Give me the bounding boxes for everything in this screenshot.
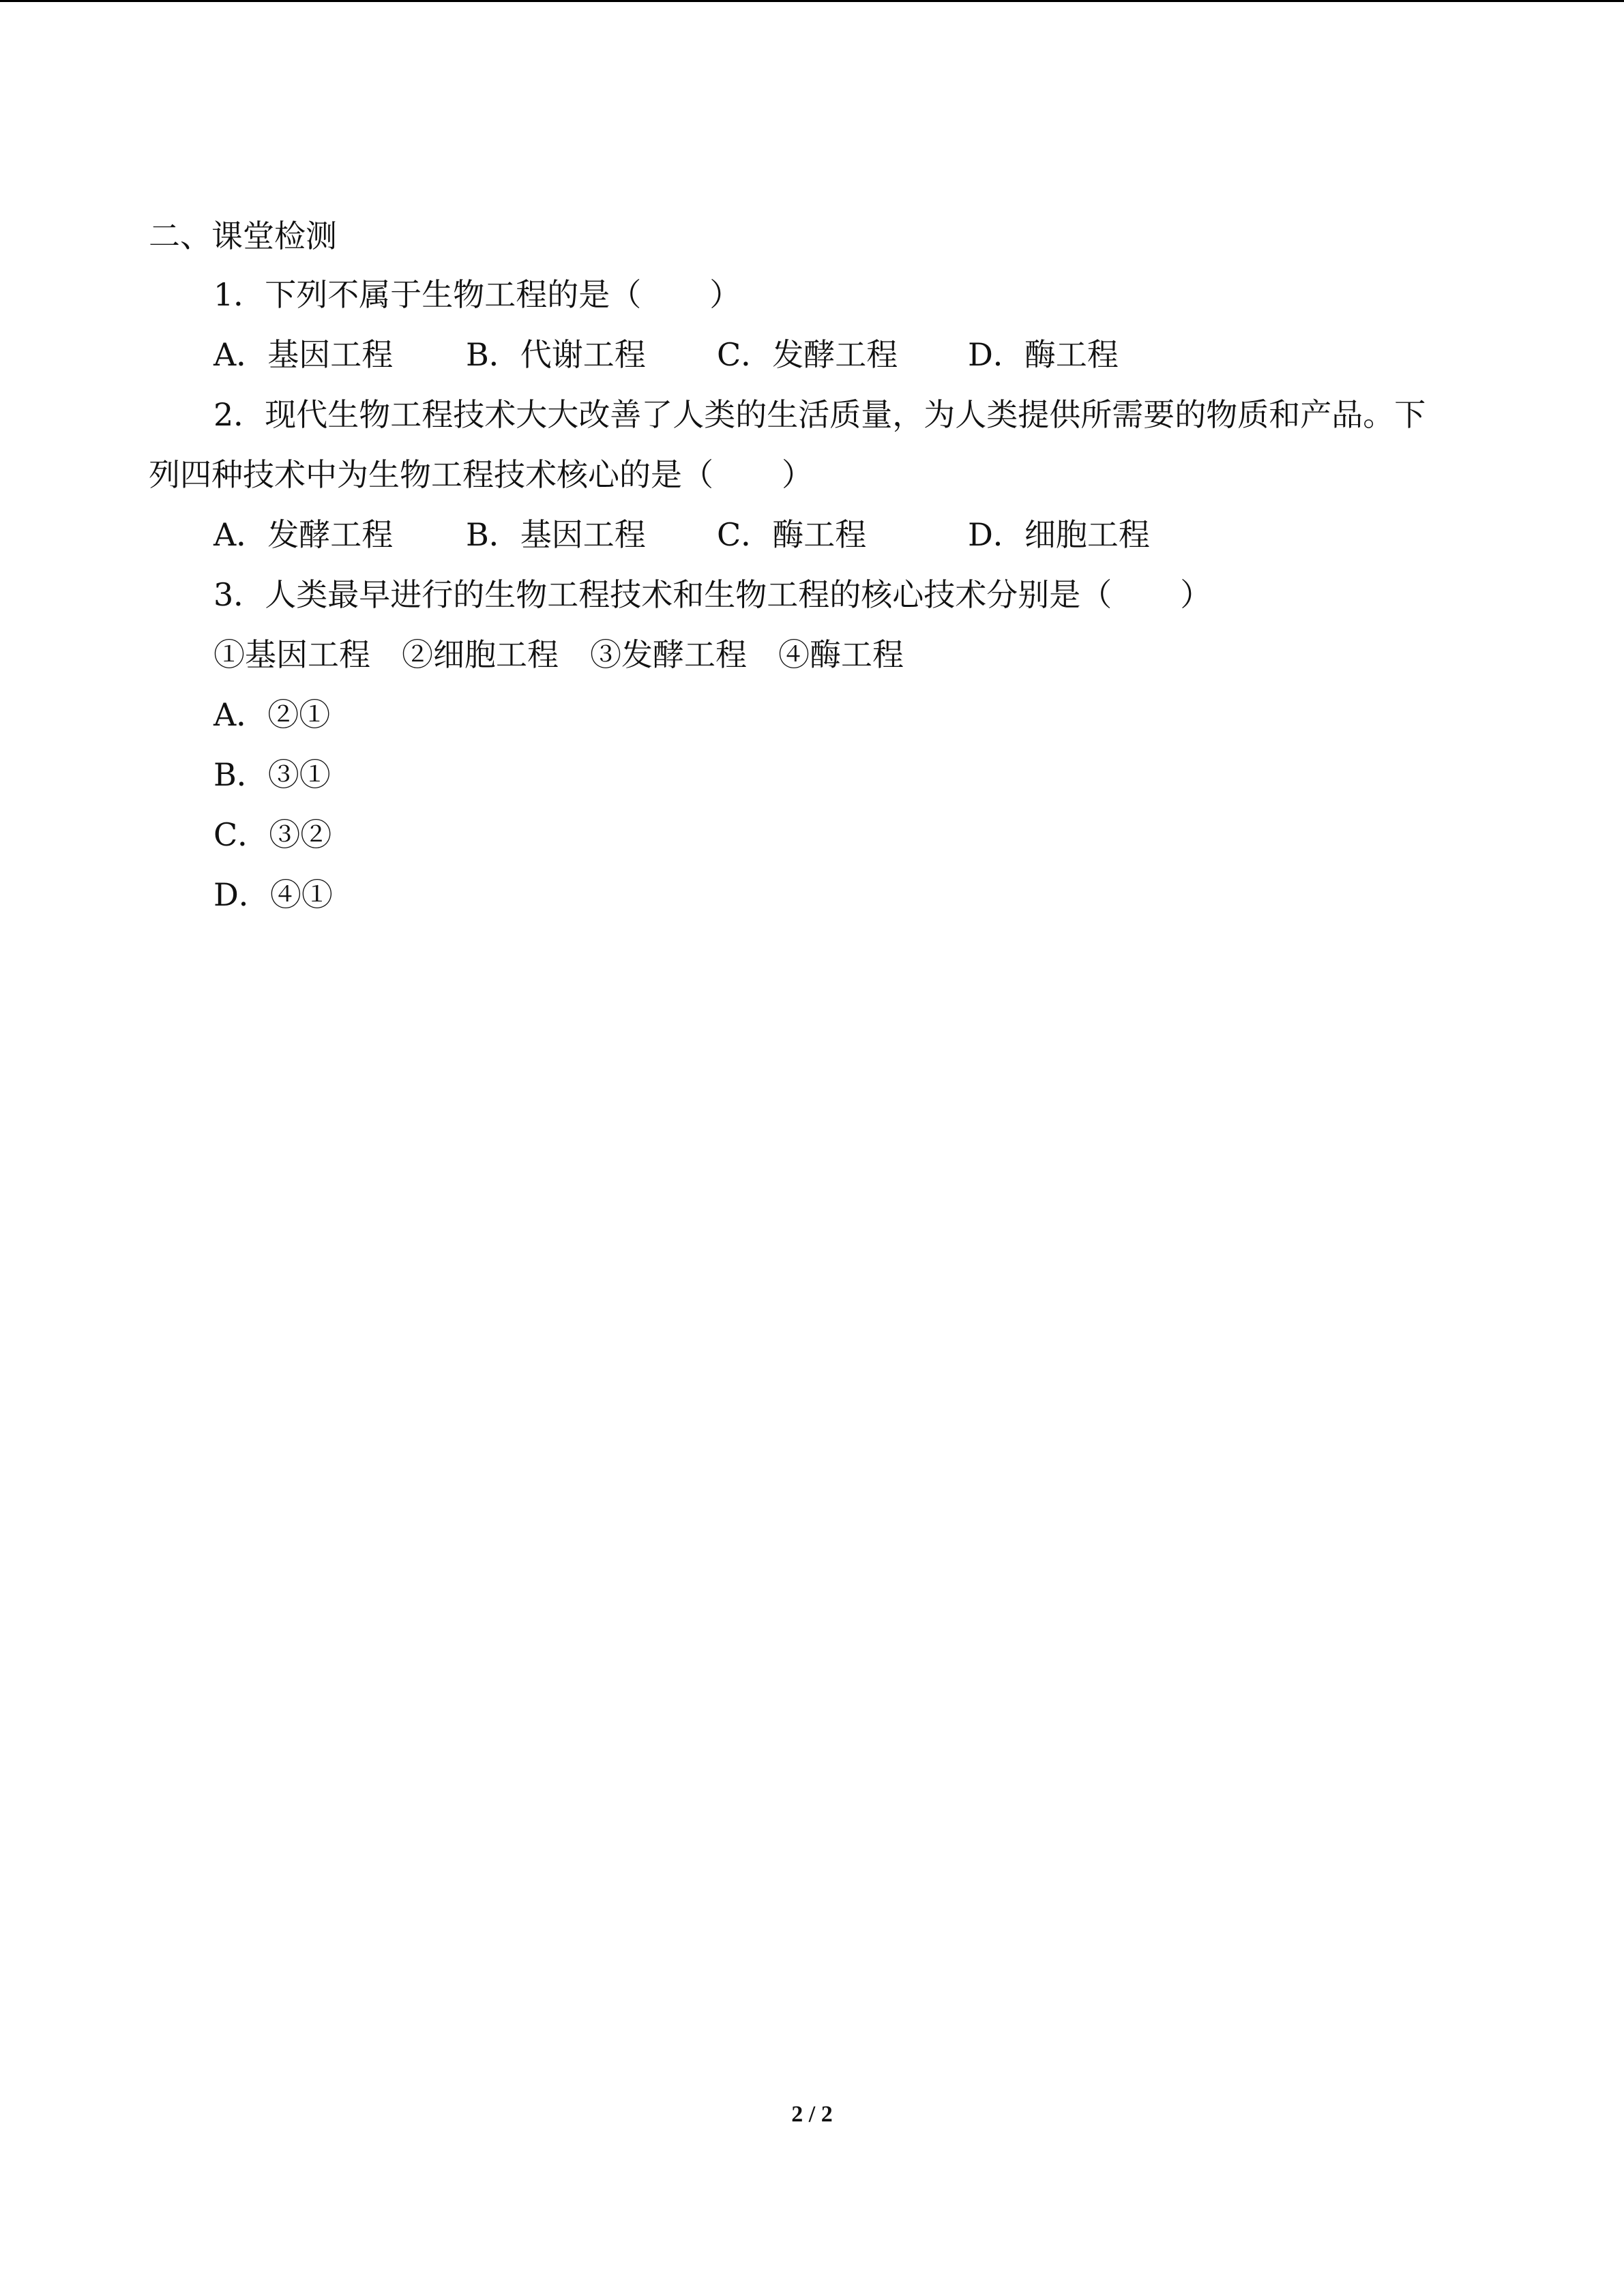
question-2-text: 列四种技术中为生物工程技术核心的是（ [149,456,713,493]
question-2-options [213,516,1150,554]
q3-option-a: A．②① [213,696,331,733]
q2-option-a: A．发酵工程 [213,516,394,553]
q1-option-a: A．基因工程 [213,336,394,373]
question-3-items: ①基因工程 ②细胞工程 ③发酵工程 ④酶工程 [213,636,904,673]
q3-option-d: D．④① [213,876,333,913]
q1-option-d: D．酶工程 [968,336,1119,373]
q2-option-b: B．基因工程 [466,516,646,553]
question-1-stem [213,275,741,314]
q1-option-c: C．发酵工程 [717,336,898,373]
q2-option-d: D．细胞工程 [968,516,1150,553]
section-title: 二、课堂检测 [149,218,337,254]
question-2-stem-line-2 [149,456,813,494]
question-2-close-paren: ） [782,456,813,493]
question-3-stem [213,576,1211,614]
question-1-text: 1．下列不属于生物工程的是（ [213,276,642,313]
page-top-border [0,0,1624,2]
question-3-close-paren: ） [1180,576,1212,613]
page-number: 2 / 2 [791,2102,833,2127]
question-1-options [213,336,1119,374]
q3-option-c: C．③② [213,816,332,853]
q3-option-b: B．③① [213,756,331,793]
q2-option-c: C．酶工程 [717,516,867,553]
question-1-close-paren: ） [709,276,741,313]
question-2-stem-line-1: 2．现代生物工程技术大大改善了人类的生活质量，为人类提供所需要的物质和产品。下 [213,396,1426,433]
question-3-text: 3．人类最早进行的生物工程技术和生物工程的核心技术分别是（ [213,576,1112,613]
q1-option-b: B．代谢工程 [466,336,646,373]
